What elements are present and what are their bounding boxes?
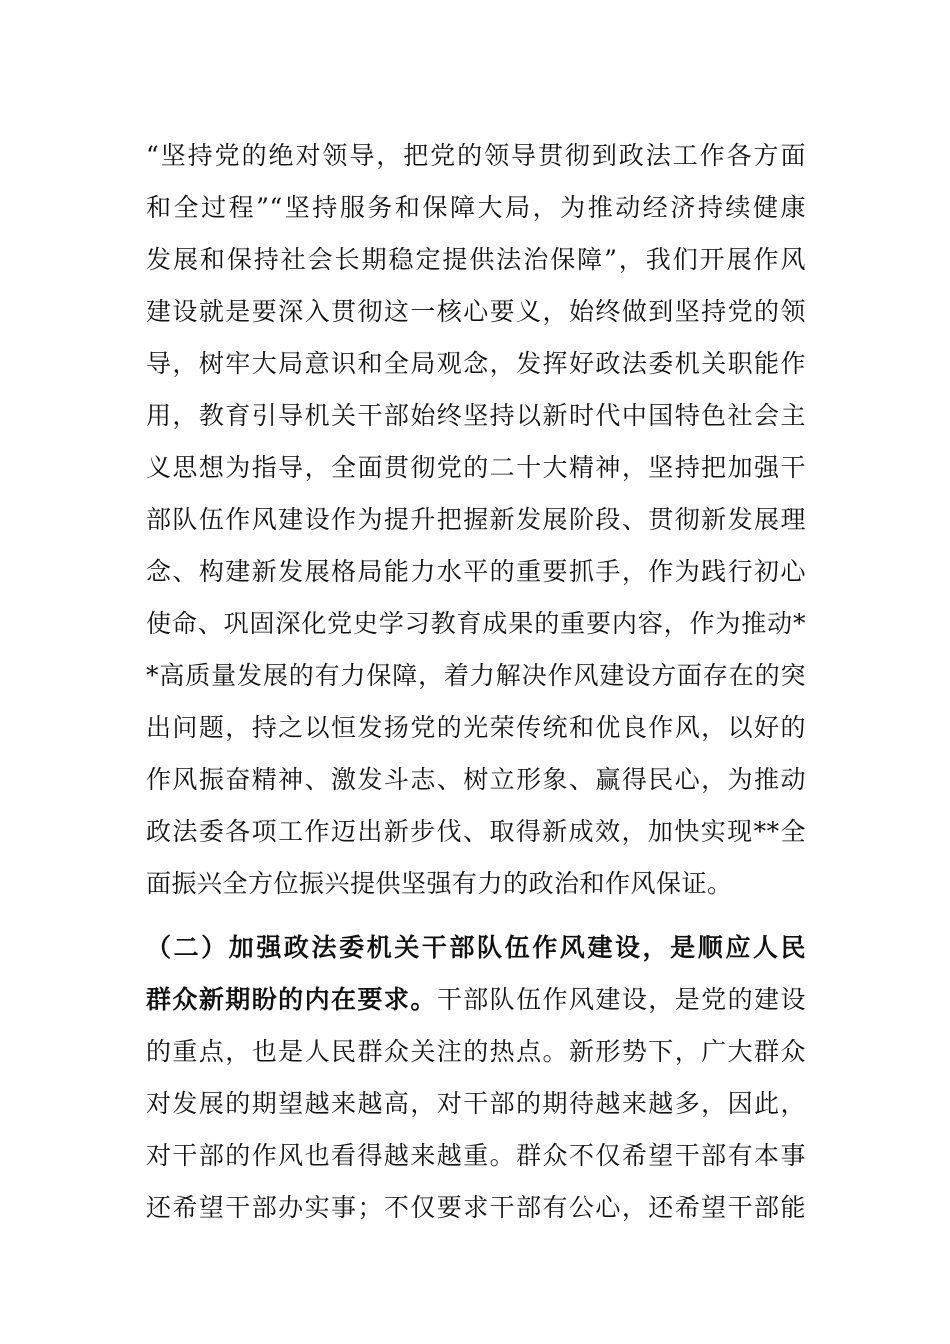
- paragraph-gap: [146, 910, 806, 922]
- paragraph-line: 义思想为指导，全面贯彻党的二十大精神，坚持把加强干: [146, 453, 806, 482]
- paragraph-1: [146, 130, 806, 910]
- paragraph-line: [146, 974, 806, 1026]
- paragraph-line: 和全过程”“坚持服务和保障大局，为推动经济持续健康: [146, 193, 806, 222]
- section-heading-line: （二）加强政法委机关干部队伍作风建设，是顺应人民: [146, 933, 806, 962]
- paragraph-2: [146, 922, 806, 1234]
- paragraph-line: 作风振奋精神、激发斗志、树立形象、赢得民心，为推动: [146, 765, 806, 794]
- paragraph-line: 部队伍作风建设作为提升把握新发展阶段、贯彻新发展理: [146, 505, 806, 534]
- paragraph-line: 念、构建新发展格局能力水平的重要抓手，作为践行初心: [146, 557, 806, 586]
- paragraph-line: 政法委各项工作迈出新步伐、取得新成效，加快实现**全: [146, 817, 806, 846]
- paragraph-text: 干部队伍作风建设，是党的建设: [436, 985, 806, 1014]
- paragraph-line: 还希望干部办实事；不仅要求干部有公心，还希望干部能: [146, 1193, 806, 1222]
- paragraph-line: 发展和保持社会长期稳定提供法治保障”，我们开展作风: [146, 245, 806, 274]
- paragraph-line: 建设就是要深入贯彻这一核心要义，始终做到坚持党的领: [146, 297, 806, 326]
- paragraph-line: 面振兴全方位振兴提供坚强有力的政治和作风保证。: [146, 869, 733, 898]
- paragraph-line: 导，树牢大局意识和全局观念，发挥好政法委机关职能作: [146, 349, 806, 378]
- paragraph-line: 使命、巩固深化党史学习教育成果的重要内容，作为推动*: [146, 609, 806, 638]
- paragraph-line: 的重点，也是人民群众关注的热点。新形势下，广大群众: [146, 1037, 806, 1066]
- paragraph-line: 出问题，持之以恒发扬党的光荣传统和优良作风，以好的: [146, 713, 806, 742]
- paragraph-line: “坚持党的绝对领导，把党的领导贯彻到政法工作各方面: [146, 141, 806, 170]
- paragraph-line: 对发展的期望越来越高，对干部的期待越来越多，因此，: [146, 1089, 806, 1118]
- paragraph-line: 用，教育引导机关干部始终坚持以新时代中国特色社会主: [146, 401, 806, 430]
- paragraph-line: *高质量发展的有力保障，着力解决作风建设方面存在的突: [146, 661, 806, 690]
- paragraph-line: 对干部的作风也看得越来越重。群众不仅希望干部有本事: [146, 1141, 806, 1170]
- document-page: [146, 130, 806, 1234]
- section-heading-end: 群众新期盼的内在要求。: [146, 985, 437, 1014]
